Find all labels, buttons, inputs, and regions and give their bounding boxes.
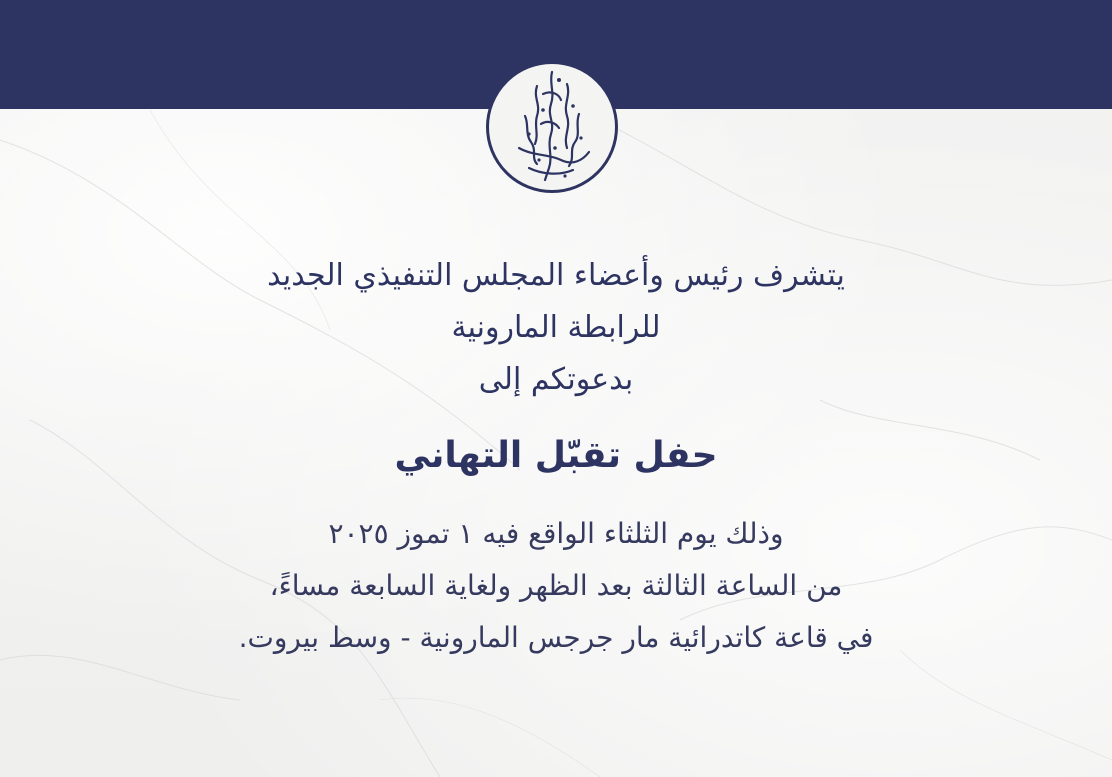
venue-line: في قاعة كاتدرائية مار جرجس المارونية - وسط بيروت. xyxy=(238,621,874,654)
invitation-text xyxy=(0,250,1112,664)
intro-line-1: يتشرف رئيس وأعضاء المجلس التنفيذي الجديد xyxy=(267,258,845,293)
event-details xyxy=(0,508,1112,664)
event-title: حفل تقبّل التهاني xyxy=(394,435,718,476)
maronite-league-logo-icon xyxy=(489,64,615,190)
emblem-seal xyxy=(486,61,618,193)
intro-line-2: للرابطة المارونية xyxy=(451,310,661,345)
time-line: من الساعة الثالثة بعد الظهر ولغاية السابعة مساءً، xyxy=(269,569,843,602)
intro-line-3: بدعوتكم إلى xyxy=(478,362,634,397)
date-line: وذلك يوم الثلثاء الواقع فيه ١ تموز ٢٠٢٥ xyxy=(328,517,784,550)
